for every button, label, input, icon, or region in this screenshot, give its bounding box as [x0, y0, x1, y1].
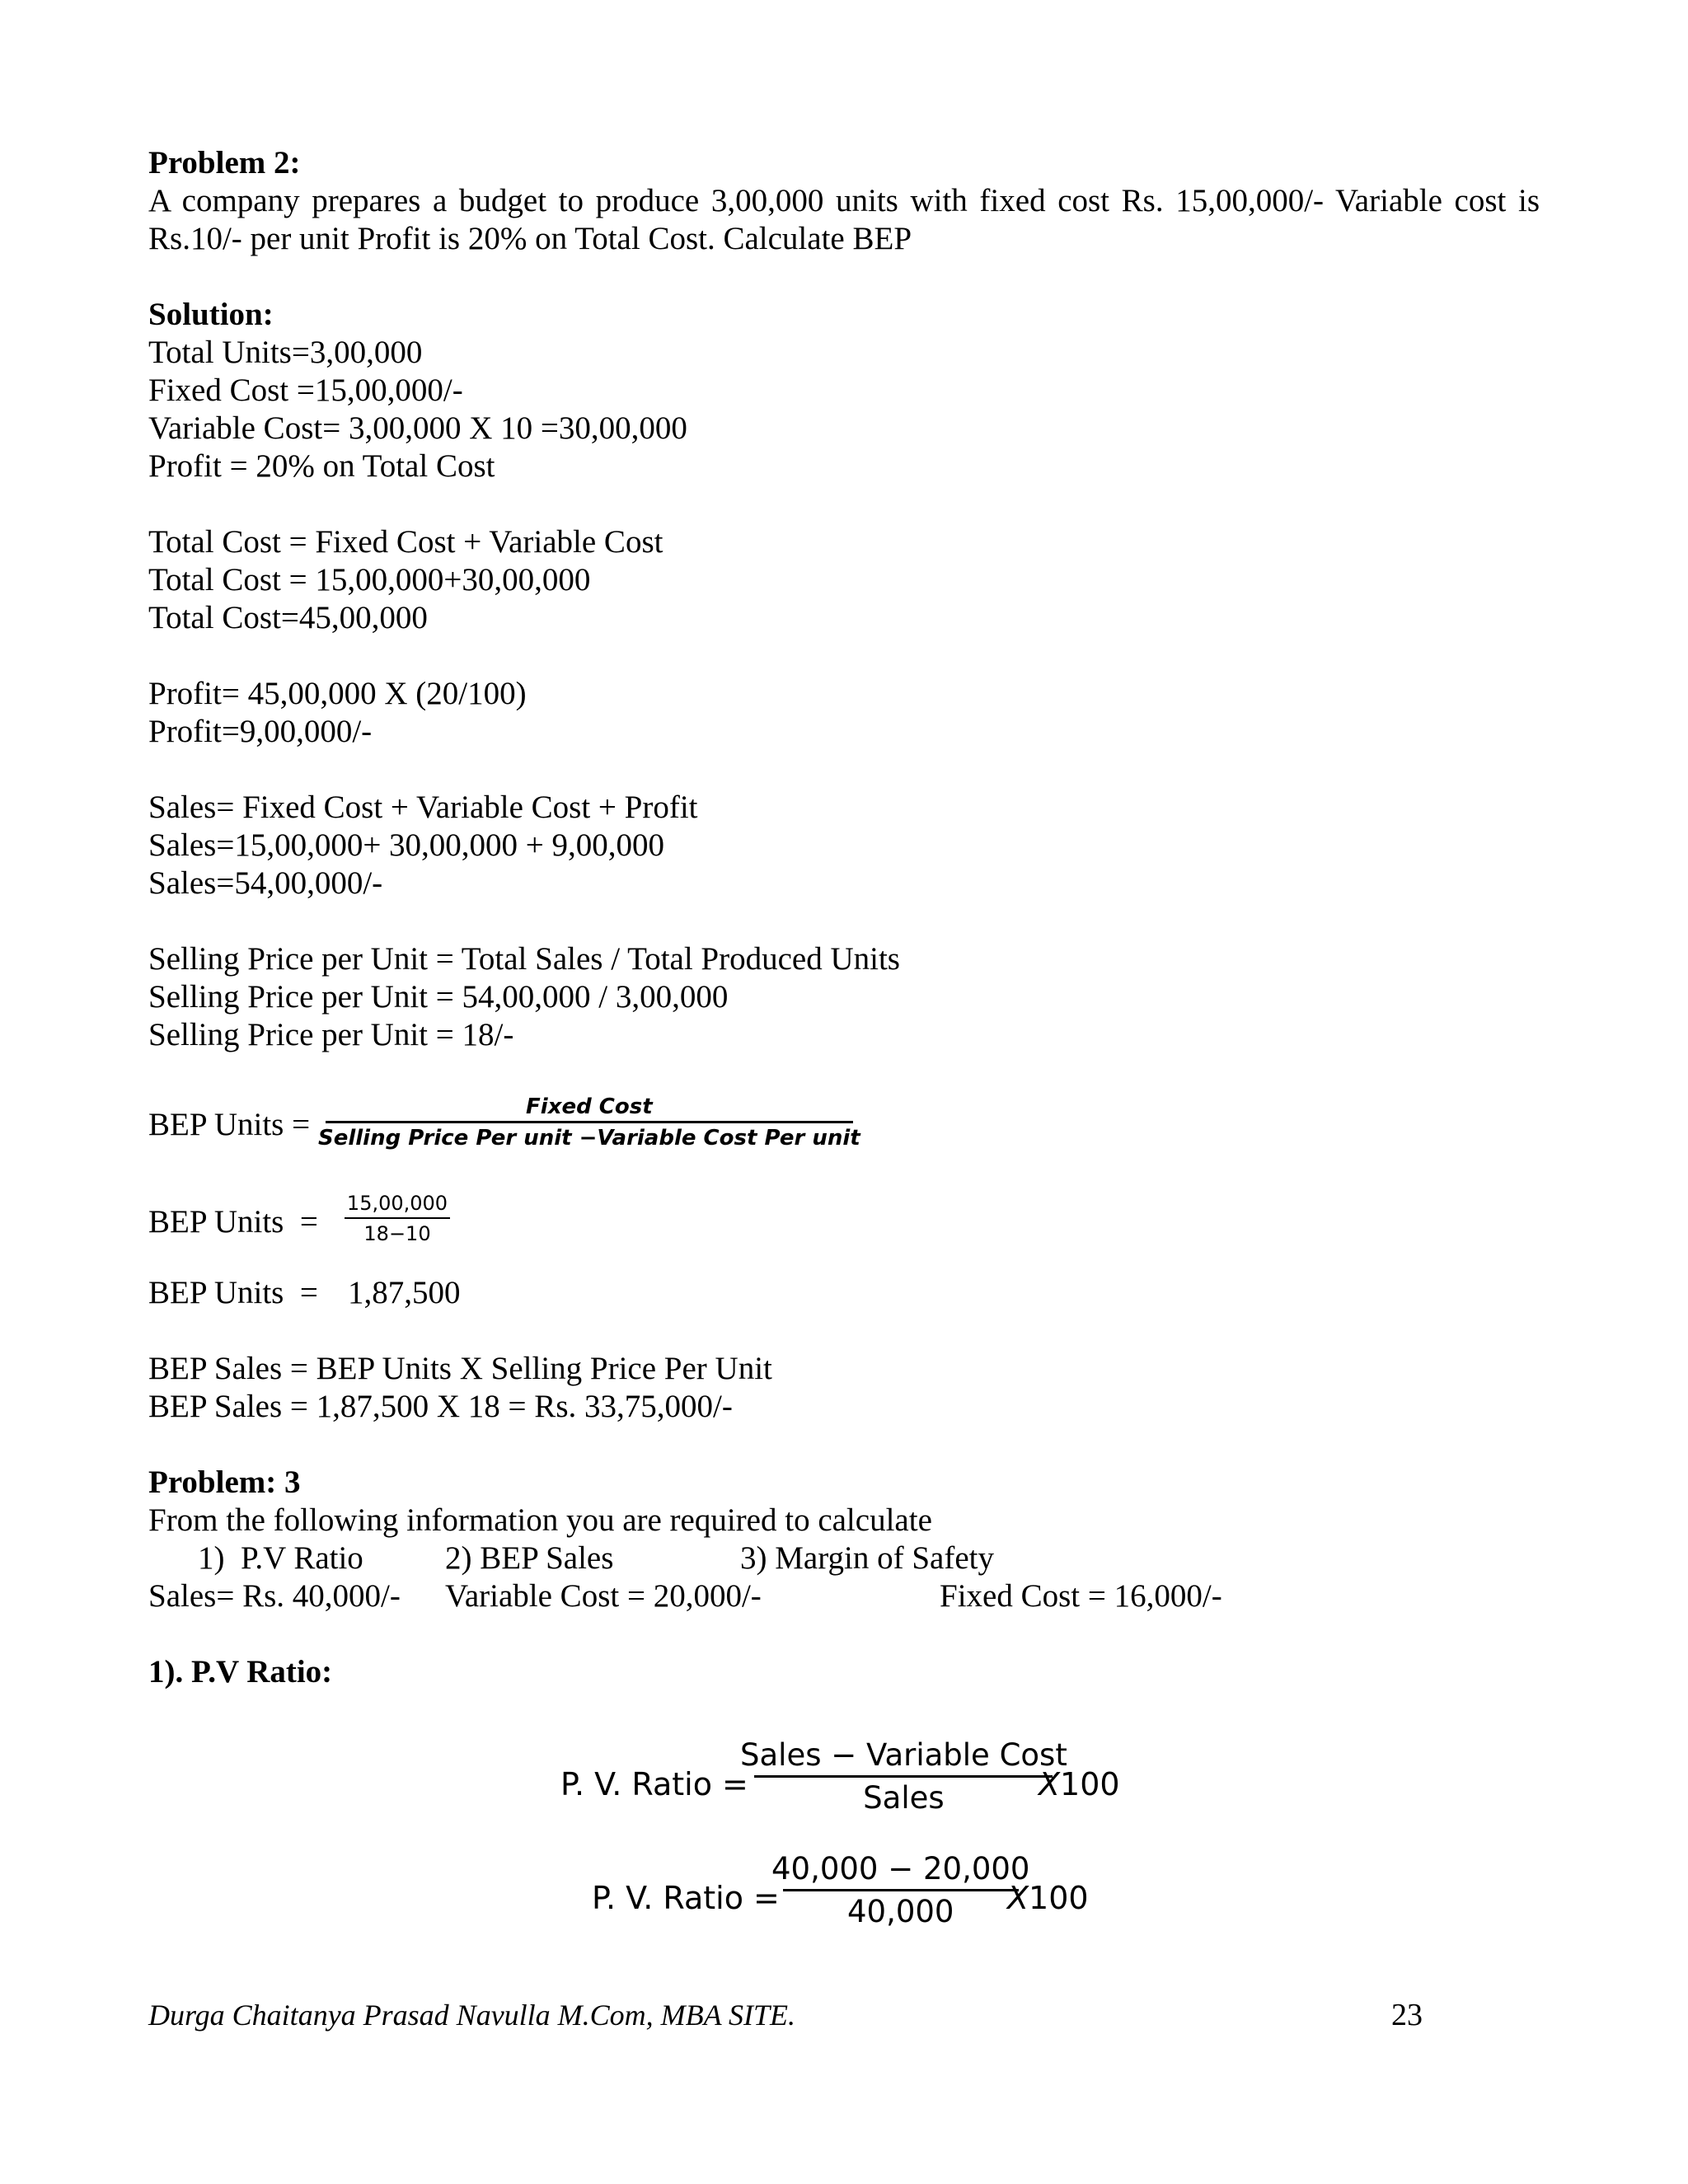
multiplier-value: 100	[1060, 1766, 1120, 1802]
pv-calc-numerator: 40,000 − 20,000	[771, 1851, 1030, 1886]
problem2-heading: Problem 2:	[148, 145, 301, 180]
bep-sales-line: BEP Sales = 1,87,500 X 18 = Rs. 33,75,000/-	[148, 1389, 733, 1424]
bep-calc-fraction	[345, 1189, 450, 1249]
requirement-item: 2) BEP Sales	[445, 1540, 614, 1576]
solution-line: Selling Price per Unit = 54,00,000 / 3,00,000	[148, 979, 729, 1015]
solution-line: Profit = 20% on Total Cost	[148, 448, 495, 484]
pv-ratio-section-heading: 1). P.V Ratio:	[148, 1654, 333, 1690]
bep-sales-line: BEP Sales = BEP Units X Selling Price Per Unit	[148, 1351, 772, 1386]
solution-line: Selling Price per Unit = Total Sales / Total Produced Units	[148, 941, 900, 977]
pv-calc-fraction	[771, 1849, 1029, 1933]
multiply-sign: X	[1007, 1880, 1029, 1916]
page-number: 23	[1391, 1998, 1423, 2032]
solution-heading: Solution:	[148, 297, 274, 332]
pv-formula-numerator: Sales − Variable Cost	[740, 1737, 1067, 1773]
solution-line: Selling Price per Unit = 18/-	[148, 1017, 514, 1052]
multiplier-value: 100	[1029, 1880, 1089, 1916]
bep-formula-denominator: Selling Price Per unit −Variable Cost Per unit	[318, 1126, 860, 1151]
footer-author: Durga Chaitanya Prasad Navulla M.Com, MBA SITE.	[148, 1999, 795, 2032]
pv-formula-fraction	[740, 1736, 1067, 1819]
bep-calc-numerator: 15,00,000	[346, 1192, 448, 1215]
solution-line: Sales=54,00,000/-	[148, 865, 383, 901]
solution-line: Sales=15,00,000+ 30,00,000 + 9,00,000	[148, 827, 665, 863]
multiply-sign: X	[1039, 1766, 1061, 1802]
problem3-heading: Problem: 3	[148, 1465, 301, 1500]
bep-formula-label: BEP Units =	[148, 1107, 311, 1142]
solution-line: Total Cost = 15,00,000+30,00,000	[148, 562, 591, 598]
pv-calc-label: P. V. Ratio =	[592, 1880, 780, 1916]
bep-result-label: BEP Units =	[148, 1275, 318, 1310]
problem2-statement-line2: Rs.10/- per unit Profit is 20% on Total Cost. Calculate BEP	[148, 221, 912, 256]
bep-calc-label: BEP Units =	[148, 1204, 318, 1240]
solution-line: Variable Cost= 3,00,000 X 10 =30,00,000	[148, 410, 687, 446]
pv-formula-label: P. V. Ratio =	[560, 1766, 748, 1802]
bep-calc-denominator: 18−10	[363, 1222, 431, 1245]
solution-line: Profit= 45,00,000 X (20/100)	[148, 676, 527, 711]
solution-line: Fixed Cost =15,00,000/-	[148, 373, 463, 408]
requirement-item: 3) Margin of Safety	[740, 1540, 994, 1576]
solution-line: Profit=9,00,000/-	[148, 714, 373, 749]
given-value: Fixed Cost = 16,000/-	[940, 1578, 1222, 1614]
problem2-statement-line1: A company prepares a budget to produce 3,00,000 units with fixed cost Rs. 15,00,000/- Variable cost is	[148, 183, 1540, 218]
solution-line: Sales= Fixed Cost + Variable Cost + Profit	[148, 790, 698, 825]
pv-calc-denominator: 40,000	[846, 1894, 954, 1929]
pv-formula-denominator: Sales	[863, 1780, 945, 1816]
given-value: Sales= Rs. 40,000/-	[148, 1578, 401, 1614]
bep-formula-numerator: Fixed Cost	[526, 1094, 653, 1119]
requirement-item: 1) P.V Ratio	[198, 1540, 363, 1576]
solution-line: Total Cost = Fixed Cost + Variable Cost	[148, 524, 663, 560]
solution-line: Total Units=3,00,000	[148, 335, 423, 370]
problem3-intro: From the following information you are required to calculate	[148, 1502, 932, 1538]
pv-formula-multiplier	[1039, 1765, 1120, 1803]
given-value: Variable Cost = 20,000/-	[445, 1578, 762, 1614]
pv-calc-multiplier	[1007, 1879, 1089, 1917]
solution-line: Total Cost=45,00,000	[148, 600, 428, 635]
bep-result-value: 1,87,500	[348, 1275, 461, 1310]
bep-formula-fraction	[318, 1093, 860, 1153]
